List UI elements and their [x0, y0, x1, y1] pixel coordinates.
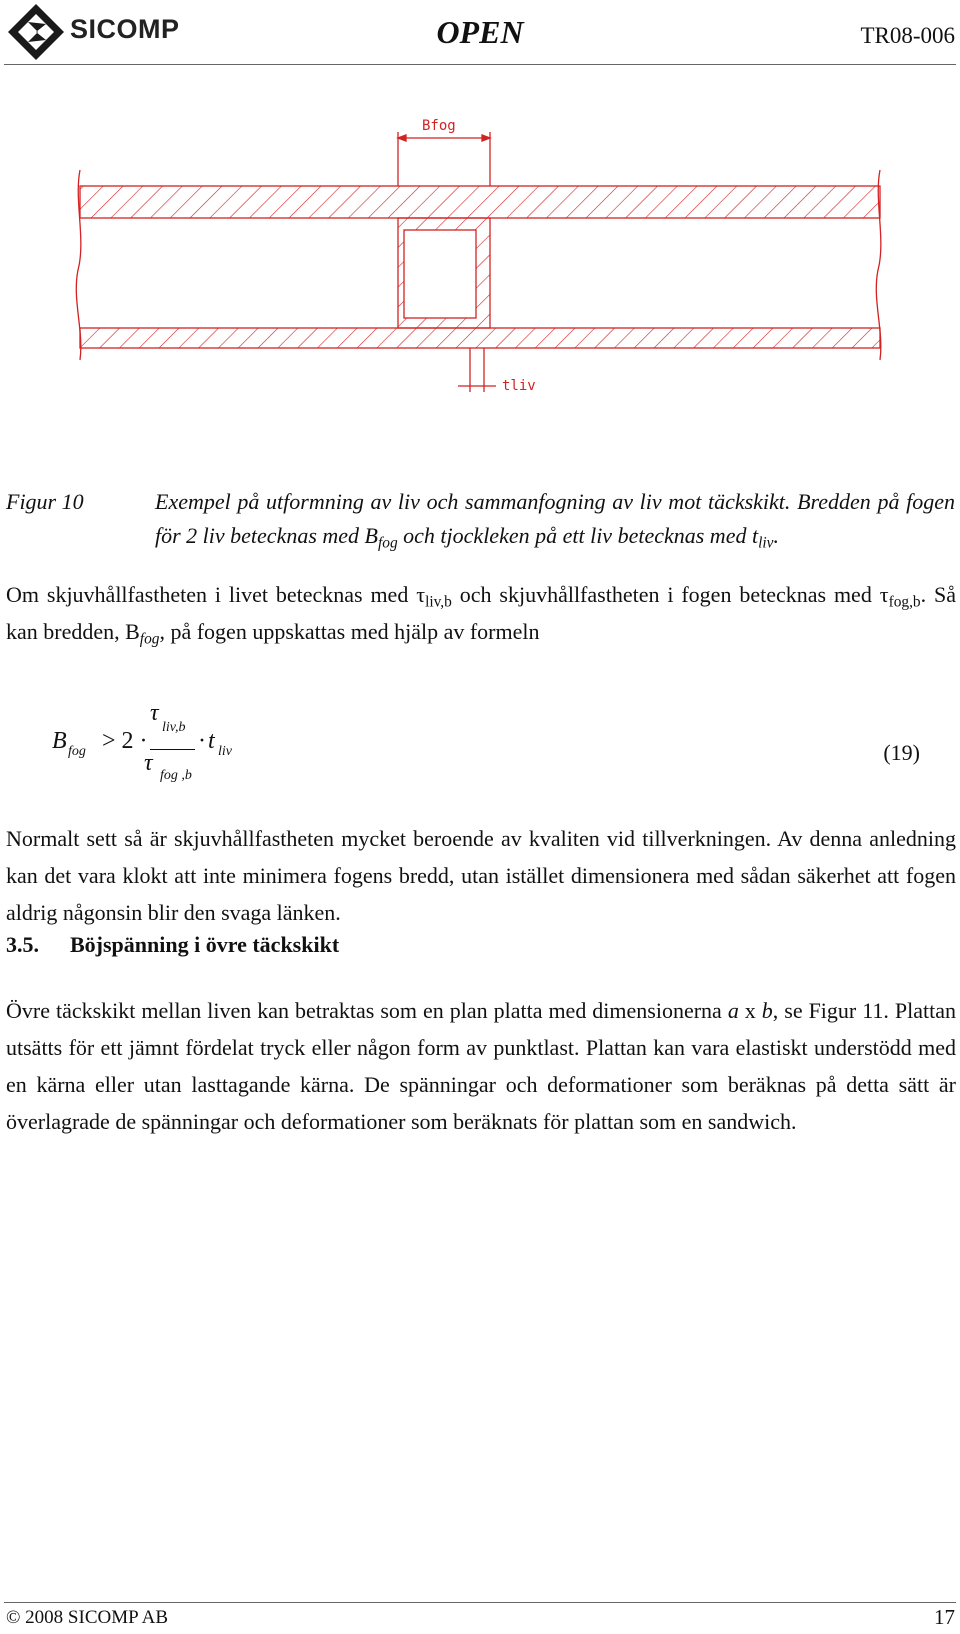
paragraph-intro: [6, 576, 956, 650]
dimension-b: b: [761, 998, 773, 1023]
footer-divider: [4, 1602, 956, 1603]
caption-text: och tjockleken på ett liv betecknas med t: [397, 523, 759, 548]
logo-text: SICOMP: [70, 14, 180, 44]
paragraph-bending: [6, 992, 956, 1140]
paragraph-text: Om skjuvhållfastheten i livet betecknas med τ: [6, 582, 426, 607]
formula-19: [30, 700, 960, 783]
formula-symbol-b: B: [52, 728, 67, 754]
paragraph-text: . Så kan bredden, B: [6, 582, 957, 644]
caption-subscript: liv: [758, 534, 774, 552]
dimension-a: a: [727, 998, 739, 1023]
top-skin: [80, 186, 880, 218]
formula-dot: ·: [198, 728, 206, 754]
paragraph-quality: Normalt sett så är skjuvhållfastheten mycket beroende av kvaliten vid tillverkningen. Av denna anledning kan det vara klokt att inte minimera fogens bredd, utan istället dimensionera med sådan säkerhet att fogen aldrig någonsin blir den svaga länken.: [6, 826, 956, 925]
figure-caption-label: Figur 10: [6, 489, 84, 514]
paragraph-text: , se Figur 11. Plattan utsätts för ett jämnt fördelat tryck eller någon form av punktlast. Plattan kan vara elastiskt understödd med en kärna eller utan lasttagande kärna. De spänningar och deformationer som beräknas på detta sätt är överlagrade de spänningar och deformationer som beräknats för plattan som en sandwich.: [6, 998, 956, 1134]
dimension-label-thickness: tliv: [502, 378, 536, 394]
joint-drawing: [60, 110, 900, 420]
paragraph-text: , på fogen uppskattas med hjälp av formeln: [159, 619, 540, 644]
dimension-label-width: Bfog: [422, 118, 456, 134]
fraction-bar: [150, 749, 195, 750]
header-divider: [4, 64, 956, 65]
paragraph-subscript: liv,b: [425, 593, 452, 611]
formula-tau-denominator: τ: [144, 750, 153, 776]
paragraph-text: Övre täckskikt mellan liven kan betraktas som en plan platta med dimensionerna: [6, 998, 728, 1023]
report-id: TR08-006: [860, 23, 955, 48]
paragraph-text: och skjuvhållfastheten i fogen betecknas med τ: [451, 582, 889, 607]
paragraph-subscript: fog: [139, 630, 160, 648]
formula-subscript-numerator: liv,b: [162, 720, 186, 735]
section-number: 3.5.: [6, 932, 39, 957]
formula-tau-numerator: τ: [150, 700, 159, 726]
document-status: OPEN: [436, 14, 524, 50]
bottom-skin: [80, 328, 880, 348]
page-number: 17: [934, 1605, 955, 1629]
section-title: Böjspänning i övre täckskikt: [70, 932, 340, 957]
caption-subscript: fog: [378, 534, 398, 552]
formula-subscript-fog: fog: [68, 744, 86, 759]
paragraph-text: x: [738, 998, 762, 1023]
caption-text: Exempel på utformning av liv och sammanfogning av liv mot täckskikt. Bredden på fogen för 2 liv betecknas med B: [155, 489, 955, 548]
formula-subscript-denominator: fog ,b: [160, 768, 192, 783]
formula-relation: > 2 ·: [102, 728, 148, 754]
formula-subscript-liv: liv: [218, 744, 232, 759]
figure-caption: [155, 485, 955, 553]
paragraph-subscript: fog,b: [888, 593, 921, 611]
caption-text: .: [773, 523, 779, 548]
copyright: © 2008 SICOMP AB: [6, 1607, 169, 1628]
equation-number: (19): [883, 740, 920, 765]
formula-symbol-t: t: [208, 728, 215, 754]
